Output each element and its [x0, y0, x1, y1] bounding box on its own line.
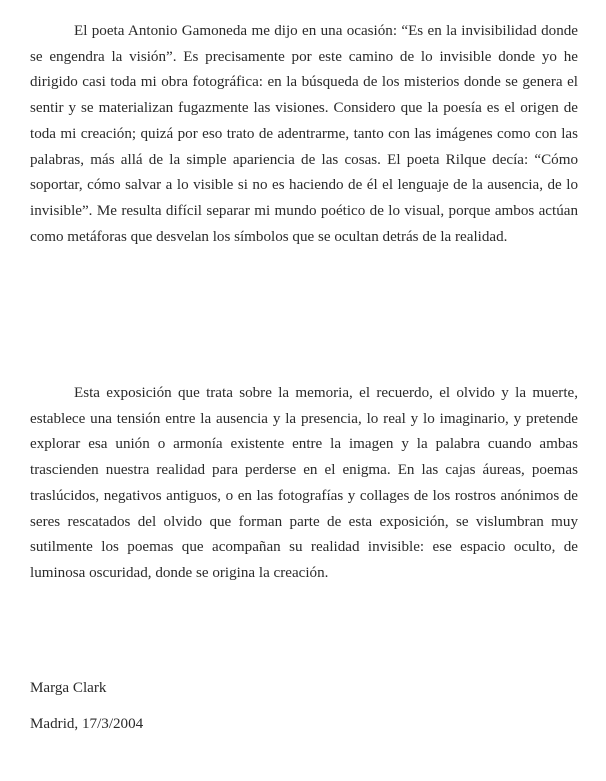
paragraph-exhibition: Esta exposición que trata sobre la memoria, el recuerdo, el olvido y la muerte, establece una tensión entre la ausencia y la presencia, lo real y lo imaginario, y pretende explorar esa unión o armonía existente entre la imagen y la palabra cuando ambas trascienden nuestra realidad para perderse en el enigma. En las cajas áureas, poemas traslúcidos, negativos antiguos, o en las fotografías y collages de los rostros anónimos de seres rescatados del olvido que forman parte de esta exposición, se vislumbran muy sutilmente los poemas que acompañan su realidad invisible: ese espacio oculto, de luminosa oscuridad, donde se origina la creación. — [30, 385, 578, 581]
paragraph-intro: El poeta Antonio Gamoneda me dijo en una ocasión: “Es en la invisibilidad donde se engendra la visión”. Es precisamente por este camino de lo invisible donde yo he dirigido casi toda mi obra fotográfica: en la búsqueda de los misterios donde se genera el sentir y se materializan fugazmente las visiones. Considero que la poesía es el origen de toda mi creación; quizá por eso trato de adentrarme, tanto con las imágenes como con las palabras, más allá de la simple apariencia de las cosas. El poeta Rilque decía: “Cómo soportar, cómo salvar a lo visible si no es haciendo de él el lenguaje de la ausencia, de lo invisible”. Me resulta difícil separar mi mundo poético de lo visual, porque ambos actúan como metáforas que desvelan los símbolos que se ocultan detrás de la realidad. — [30, 23, 578, 245]
place-date: Madrid, 17/3/2004 — [30, 716, 144, 732]
author-name: Marga Clark — [30, 680, 107, 696]
